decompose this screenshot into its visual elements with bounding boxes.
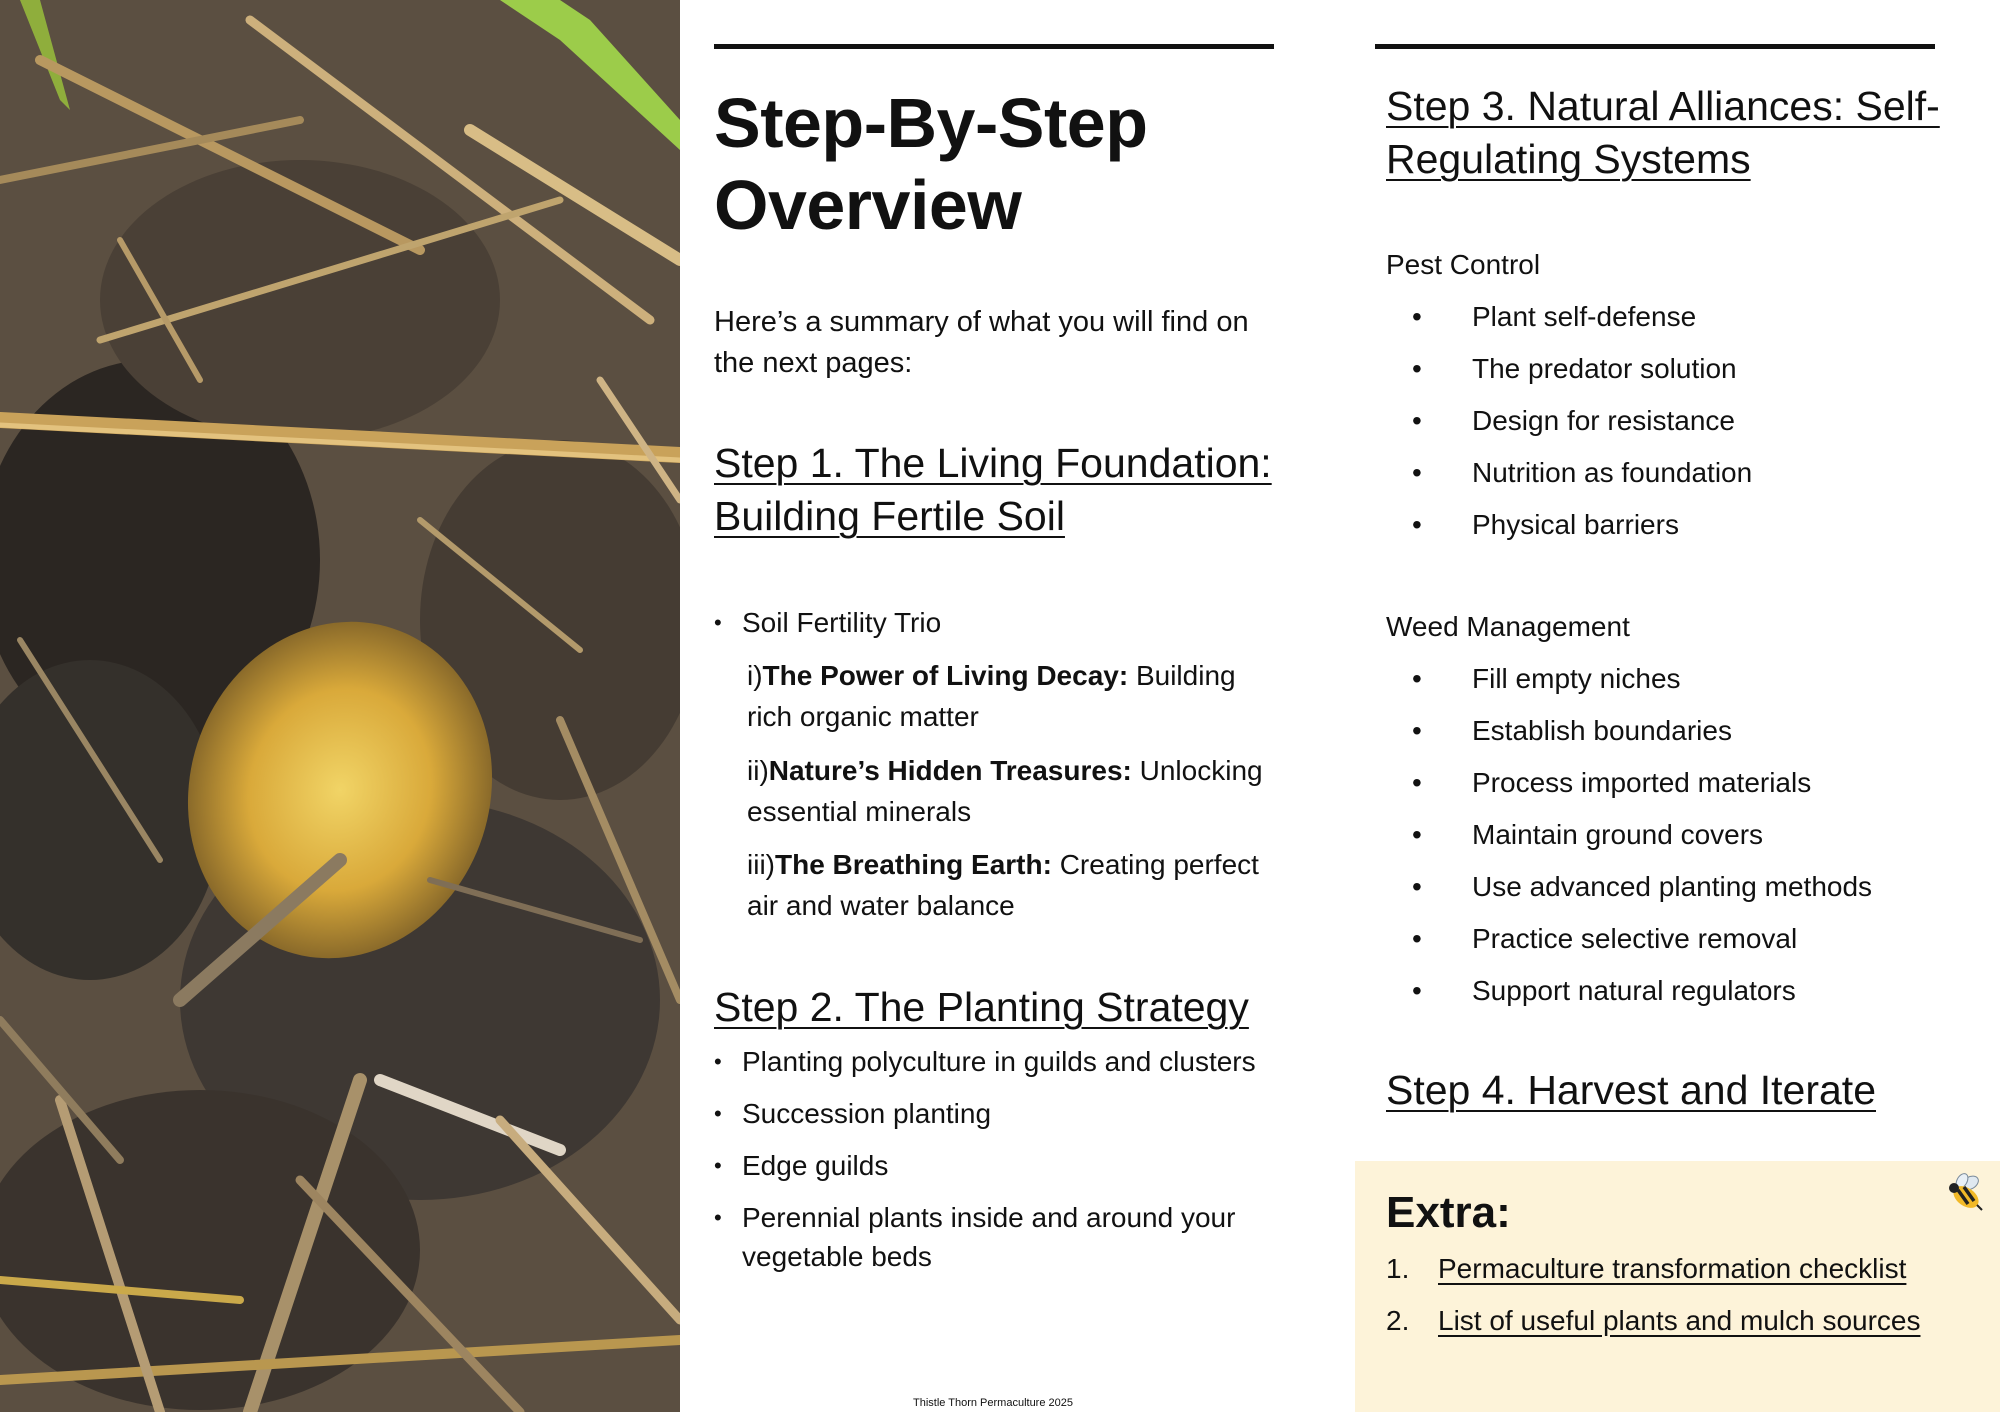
- list-item-label: Use advanced planting methods: [1472, 871, 1873, 902]
- list-item-label: Maintain ground covers: [1472, 819, 1764, 850]
- weed-management-title: Weed Management: [1386, 611, 1630, 642]
- step1-heading-link[interactable]: Step 1. The Living Foundation: Building Fertile Soil: [714, 440, 1272, 539]
- subitem-title: The Breathing Earth:: [775, 849, 1052, 880]
- list-item-label: Support natural regulators: [1472, 975, 1796, 1006]
- soil-mulch-photo: [0, 0, 680, 1412]
- list-item-label: Physical barriers: [1472, 509, 1679, 540]
- list-item: [714, 1146, 1294, 1185]
- bullet: •: [1412, 457, 1422, 488]
- step2-list: [714, 1042, 1294, 1289]
- pest-control-list: [1386, 297, 1946, 557]
- list-item: [1386, 1249, 1986, 1289]
- pest-control-title: Pest Control: [1386, 249, 1541, 280]
- bullet: •: [1412, 923, 1422, 954]
- list-item: [714, 1198, 1294, 1276]
- step3-heading-link[interactable]: Step 3. Natural Alliances: Self-Regulating Systems: [1386, 83, 1940, 182]
- footer-credit: Thistle Thorn Permaculture 2025: [913, 1397, 1073, 1409]
- list-item: [714, 1042, 1294, 1081]
- bullet: •: [714, 610, 722, 635]
- list-item: [1386, 659, 1946, 699]
- list-item: [1386, 1301, 1986, 1341]
- bullet: •: [1412, 405, 1422, 436]
- step2-heading-link[interactable]: Step 2. The Planting Strategy: [714, 984, 1249, 1030]
- bullet: •: [1412, 871, 1422, 902]
- top-divider-right: [1375, 44, 1935, 49]
- list-item: [1386, 867, 1946, 907]
- list-item: [1386, 711, 1946, 751]
- step1-list: [714, 603, 1284, 643]
- list-item: [1386, 505, 1946, 545]
- bullet: •: [1412, 715, 1422, 746]
- list-item-label: Process imported materials: [1472, 767, 1812, 798]
- list-item-label: Nutrition as foundation: [1472, 457, 1753, 488]
- list-item-label: Edge guilds: [742, 1150, 889, 1181]
- plants-list-link[interactable]: List of useful plants and mulch sources: [1438, 1305, 1921, 1336]
- step4-heading-link[interactable]: Step 4. Harvest and Iterate: [1386, 1067, 1876, 1113]
- bullet: •: [714, 1153, 722, 1178]
- intro-text: Here’s a summary of what you will find on the next pages:: [714, 306, 1249, 379]
- soil-subitem: [747, 750, 1287, 832]
- subitem-text: Building rich organic matter: [747, 660, 1236, 732]
- soil-subitem: [747, 844, 1287, 926]
- bullet: •: [1412, 509, 1422, 540]
- extra-list: [1386, 1249, 1986, 1353]
- subitem-prefix: i): [747, 660, 763, 691]
- list-item-label: Design for resistance: [1472, 405, 1736, 436]
- bullet: •: [1412, 819, 1422, 850]
- subitem-text: Unlocking essential minerals: [747, 755, 1263, 827]
- bullet: •: [1412, 975, 1422, 1006]
- page-title: Step-By-Step Overview: [714, 84, 1148, 244]
- subitem-title: The Power of Living Decay:: [762, 660, 1129, 691]
- list-item-label: Establish boundaries: [1472, 715, 1732, 746]
- bullet: •: [1412, 301, 1422, 332]
- item-number: 1.: [1386, 1253, 1410, 1284]
- list-item-label: Succession planting: [742, 1098, 992, 1129]
- bullet: •: [714, 1049, 722, 1074]
- list-item: [1386, 919, 1946, 959]
- list-item: [1386, 971, 1946, 1011]
- bullet: •: [714, 1205, 722, 1230]
- list-item-label: The predator solution: [1472, 353, 1737, 384]
- extra-title: Extra:: [1386, 1188, 1511, 1237]
- item-number: 2.: [1386, 1305, 1410, 1336]
- subitem-text: Creating perfect air and water balance: [747, 849, 1259, 921]
- list-item-label: Plant self-defense: [1472, 301, 1697, 332]
- subitem-title: Nature’s Hidden Treasures:: [768, 755, 1132, 786]
- subitem-prefix: ii): [747, 755, 769, 786]
- list-item: [1386, 815, 1946, 855]
- bee-icon: [1944, 1171, 1988, 1215]
- soil-subitem: [747, 655, 1287, 737]
- list-item-label: Perennial plants inside and around your vegetable beds: [742, 1202, 1236, 1272]
- extra-box: [1355, 1161, 2000, 1412]
- list-item-label: Soil Fertility Trio: [742, 607, 942, 638]
- top-divider-left: [714, 44, 1274, 49]
- subitem-prefix: iii): [747, 849, 775, 880]
- bullet: •: [1412, 767, 1422, 798]
- weed-management-list: [1386, 659, 1946, 1023]
- list-item-label: Practice selective removal: [1472, 923, 1798, 954]
- bullet: •: [1412, 663, 1422, 694]
- list-item: [1386, 763, 1946, 803]
- list-item: [714, 1094, 1294, 1133]
- list-item: [1386, 349, 1946, 389]
- bullet: •: [714, 1101, 722, 1126]
- list-item: [1386, 297, 1946, 337]
- list-item: [714, 603, 1284, 643]
- checklist-link[interactable]: Permaculture transformation checklist: [1438, 1253, 1907, 1284]
- list-item: [1386, 401, 1946, 441]
- list-item-label: Fill empty niches: [1472, 663, 1681, 694]
- list-item-label: Planting polyculture in guilds and clusters: [742, 1046, 1256, 1077]
- list-item: [1386, 453, 1946, 493]
- bullet: •: [1412, 353, 1422, 384]
